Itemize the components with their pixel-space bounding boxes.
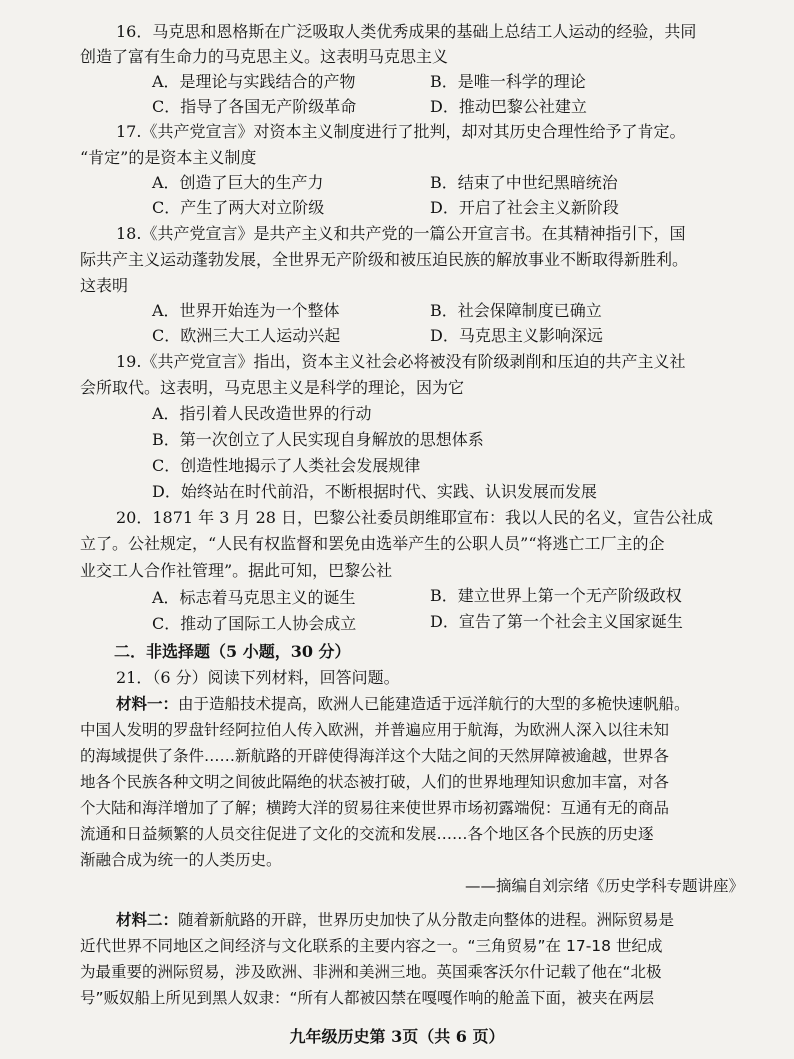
q19-line-2: 会所取代。这表明，马克思主义是科学的理论，因为它	[80, 378, 465, 397]
material-1-line-6: 流通和日益频繁的人员交往促进了文化的交流和发展……各个地区各个民族的历史逐	[80, 825, 654, 843]
material-2-label: 材料二：	[116, 911, 179, 929]
q17-option-d: D．开启了社会主义新阶段	[430, 198, 619, 217]
q16-option-a: A．是理论与实践结合的产物	[152, 72, 356, 91]
q21-intro: 21．（6 分）阅读下列材料，回答问题。	[116, 668, 400, 687]
material-2-line-3: 为最重要的洲际贸易，涉及欧洲、非洲和美洲三地。英国乘客沃尔什记载了他在“北极	[80, 963, 662, 981]
q16-option-c: C．指导了各国无产阶级革命	[152, 97, 357, 116]
q18-option-b: B．社会保障制度已确立	[430, 301, 602, 320]
q20-line-2: 立了。公社规定，“人民有权监督和罢免由选举产生的公职人员”“将逃亡工厂主的企	[80, 534, 665, 553]
q17-line-2: “肯定”的是资本主义制度	[80, 148, 257, 167]
material-2-line-2: 近代世界不同地区之间经济与文化联系的主要内容之一。“三角贸易”在 17-18 世纪成	[80, 937, 663, 955]
material-1-text-1: 由于造船技术提高，欧洲人已能建造适于远洋航行的大型的多桅快速帆船。	[178, 695, 690, 713]
q19-option-c: C．创造性地揭示了人类社会发展规律	[152, 456, 421, 475]
q18-option-c: C．欧洲三大工人运动兴起	[152, 326, 341, 345]
q16-line-1: 16．马克思和恩格斯在广泛吸取人类优秀成果的基础上总结工人运动的经验，共同	[116, 22, 697, 41]
material-1-line-2: 中国人发明的罗盘针经阿拉伯人传入欧洲，并普遍应用于航海，为欧洲人深入以往未知	[80, 721, 670, 739]
q17-option-a: A．创造了巨大的生产力	[152, 173, 324, 192]
q20-line-1: 20．1871 年 3 月 28 日，巴黎公社委员朗维耶宣布：我以人民的名义，宣告公社成	[116, 508, 714, 527]
q17-option-c: C．产生了两大对立阶级	[152, 198, 325, 217]
q19-option-d: D．始终站在时代前沿，不断根据时代、实践、认识发展而发展	[152, 482, 597, 501]
q20-option-c: C．推动了国际工人协会成立	[152, 614, 357, 633]
q16-line-2: 创造了富有生命力的马克思主义。这表明马克思主义	[80, 47, 449, 66]
material-2-line-4: 号”贩奴船上所见到黑人奴隶：“所有人都被囚禁在嘎嘎作响的舱盖下面，被夹在两层	[80, 989, 655, 1007]
material-1-line-3: 的海域提供了条件……新航路的开辟使得海洋这个大陆之间的天然屏障被逾越，世界各	[80, 747, 670, 765]
q16-option-d: D．推动巴黎公社建立	[430, 97, 587, 116]
q18-line-3: 这表明	[80, 276, 129, 295]
material-1-line-5: 个大陆和海洋增加了了解；横跨大洋的贸易往来使世界市场初露端倪：互通有无的商品	[80, 799, 670, 817]
q18-option-a: A．世界开始连为一个整体	[152, 301, 340, 320]
material-1-source: ——摘编自刘宗绪《历史学科专题讲座》	[464, 877, 744, 895]
material-1-label: 材料一：	[116, 695, 179, 713]
q17-option-b: B．结束了中世纪黑暗统治	[430, 173, 618, 192]
q18-option-d: D．马克思主义影响深远	[430, 326, 603, 345]
section-heading: 二．非选择题（5 小题，30 分）	[114, 642, 351, 661]
material-2-text-1: 随着新航路的开辟，世界历史加快了从分散走向整体的进程。洲际贸易是	[178, 911, 675, 929]
material-2-line-1	[116, 908, 744, 932]
q20-option-d: D．宣告了第一个社会主义国家诞生	[430, 612, 683, 631]
q18-line-2: 际共产主义运动蓬勃发展，全世界无产阶级和被压迫民族的解放事业不断取得新胜利。	[80, 250, 689, 269]
q20-line-3: 业交工人合作社管理”。据此可知，巴黎公社	[80, 561, 393, 580]
page-footer: 九年级历史第 3页（共 6 页）	[289, 1027, 505, 1046]
material-1-line-7: 渐融合成为统一的人类历史。	[80, 851, 282, 869]
q19-option-b: B．第一次创立了人民实现自身解放的思想体系	[152, 430, 484, 449]
q19-line-1: 19.《共产党宣言》指出，资本主义社会必将被没有阶级剥削和压迫的共产主义社	[116, 352, 686, 371]
material-1-line-1	[116, 692, 744, 716]
q20-option-b: B．建立世界上第一个无产阶级政权	[430, 586, 682, 605]
q16-option-b: B．是唯一科学的理论	[430, 72, 586, 91]
q19-option-a: A．指引着人民改造世界的行动	[152, 404, 372, 423]
q20-option-a: A．标志着马克思主义的诞生	[152, 588, 356, 607]
material-1-line-4: 地各个民族各种文明之间彼此隔绝的状态被打破，人们的世界地理知识愈加丰富，对各	[80, 773, 670, 791]
q17-line-1: 17.《共产党宣言》对资本主义制度进行了批判，却对其历史合理性给予了肯定。	[116, 122, 686, 141]
q18-line-1: 18.《共产党宣言》是共产主义和共产党的一篇公开宣言书。在其精神指引下，国	[116, 224, 686, 243]
